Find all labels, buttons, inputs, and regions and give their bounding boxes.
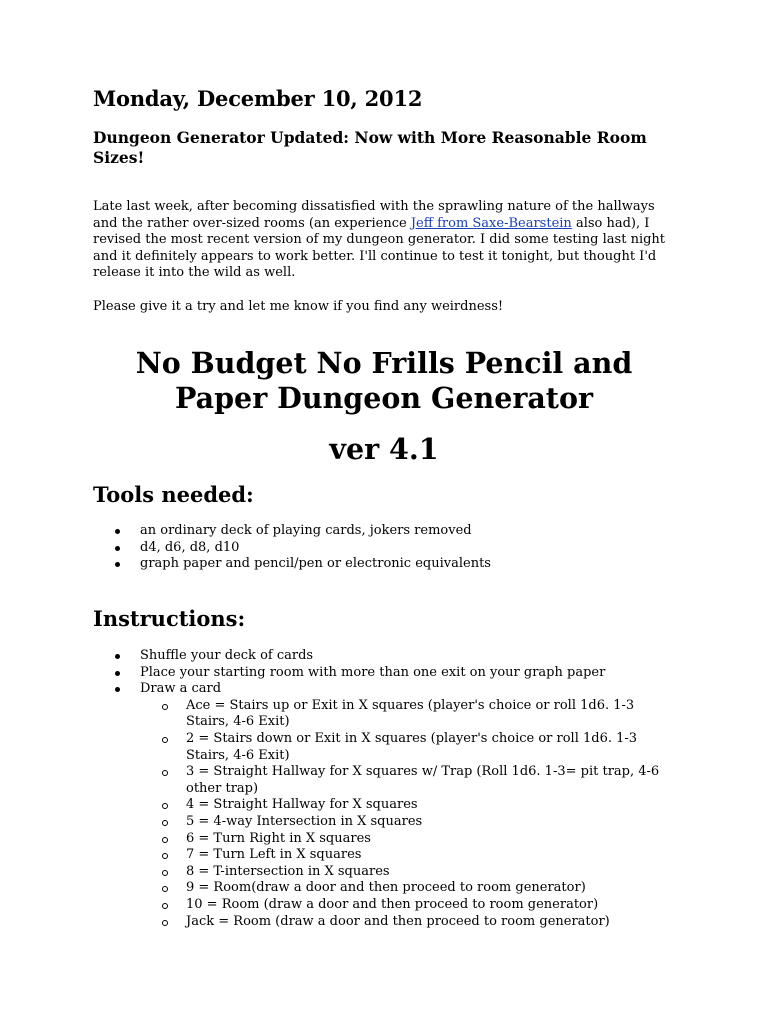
- bullet-icon: [115, 654, 120, 659]
- card-result-text: 7 = Turn Left in X squares: [186, 847, 362, 863]
- tools-list: [115, 523, 491, 573]
- card-result-item: [162, 698, 662, 731]
- version-heading: ver 4.1: [329, 432, 439, 466]
- card-results-list: [140, 698, 662, 930]
- circle-bullet-icon: [162, 870, 168, 876]
- bullet-icon: [115, 687, 120, 692]
- circle-bullet-icon: [162, 704, 168, 710]
- list-item-text: graph paper and pencil/pen or electronic equivalents: [140, 556, 491, 572]
- card-result-item: [162, 814, 662, 831]
- paragraph-text: also had), I revised the most recent version of my dungeon generator. I did some testing last night and it definitely appears to work better. I'll continue to test it tonight, but thought I'd release it into the wild as well.: [93, 215, 666, 281]
- list-item: [115, 665, 662, 682]
- list-item: [115, 648, 662, 665]
- circle-bullet-icon: [162, 853, 168, 859]
- circle-bullet-icon: [162, 803, 168, 809]
- card-result-item: [162, 831, 662, 848]
- card-result-text: 9 = Room(draw a door and then proceed to room generator): [186, 880, 586, 896]
- bullet-icon: [115, 529, 120, 534]
- bullet-icon: [115, 546, 120, 551]
- list-item-text: Draw a card: [140, 681, 222, 697]
- card-result-text: 2 = Stairs down or Exit in X squares (player's choice or roll 1d6. 1-3 Stairs, 4-6 Exit): [186, 730, 638, 763]
- card-result-text: 6 = Turn Right in X squares: [186, 830, 371, 846]
- bullet-icon: [115, 671, 120, 676]
- card-result-item: [162, 880, 662, 897]
- card-result-item: [162, 847, 662, 864]
- circle-bullet-icon: [162, 820, 168, 826]
- card-result-item: [162, 914, 662, 931]
- jeff-saxe-bearstein-link[interactable]: Jeff from Saxe-Bearstein: [410, 215, 572, 231]
- post-title[interactable]: Dungeon Generator Updated: Now with More Reasonable Room Sizes!: [93, 128, 647, 167]
- paragraph-text: Late last week, after becoming dissatisfied with the sprawling nature of the hallways and the rather over-sized rooms (an experience: [93, 199, 655, 231]
- card-result-text: Ace = Stairs up or Exit in X squares (player's choice or roll 1d6. 1-3 Stairs, 4-6 Exit): [186, 697, 635, 730]
- card-result-item: [162, 797, 662, 814]
- circle-bullet-icon: [162, 920, 168, 926]
- tools-heading: Tools needed:: [93, 482, 254, 507]
- card-result-text: 8 = T-intersection in X squares: [186, 863, 390, 879]
- instructions-list: [115, 648, 662, 930]
- card-result-text: 10 = Room (draw a door and then proceed to room generator): [186, 896, 599, 912]
- circle-bullet-icon: [162, 737, 168, 743]
- list-item: [115, 540, 491, 557]
- card-result-text: 5 = 4-way Intersection in X squares: [186, 813, 423, 829]
- card-result-item: [162, 764, 662, 797]
- circle-bullet-icon: [162, 770, 168, 776]
- list-item: [115, 681, 662, 930]
- list-item-text: Place your starting room with more than one exit on your graph paper: [140, 664, 606, 680]
- card-result-text: 3 = Straight Hallway for X squares w/ Trap (Roll 1d6. 1-3= pit trap, 4-6 other trap): [186, 764, 660, 796]
- circle-bullet-icon: [162, 837, 168, 843]
- list-item-text: an ordinary deck of playing cards, jokers removed: [140, 523, 472, 538]
- document-title-line-1: No Budget No Frills Pencil and: [135, 346, 633, 380]
- list-item-text: Shuffle your deck of cards: [140, 648, 314, 663]
- circle-bullet-icon: [162, 903, 168, 909]
- circle-bullet-icon: [162, 886, 168, 892]
- post-paragraph-2: Please give it a try and let me know if you find any weirdness!: [93, 299, 504, 314]
- document-title: [93, 346, 675, 416]
- list-item: [115, 556, 491, 573]
- instructions-heading: Instructions:: [93, 606, 246, 631]
- list-item: [115, 523, 491, 540]
- post-paragraph-1: [93, 199, 683, 282]
- card-result-text: Jack = Room (draw a door and then proceed to room generator): [186, 913, 610, 929]
- card-result-item: [162, 731, 662, 764]
- post-date: Monday, December 10, 2012: [93, 86, 423, 111]
- list-item-text: d4, d6, d8, d10: [140, 539, 240, 555]
- card-result-item: [162, 864, 662, 881]
- card-result-text: 4 = Straight Hallway for X squares: [186, 797, 418, 813]
- bullet-icon: [115, 562, 120, 567]
- card-result-item: [162, 897, 662, 914]
- document-title-line-2: Paper Dungeon Generator: [175, 381, 593, 415]
